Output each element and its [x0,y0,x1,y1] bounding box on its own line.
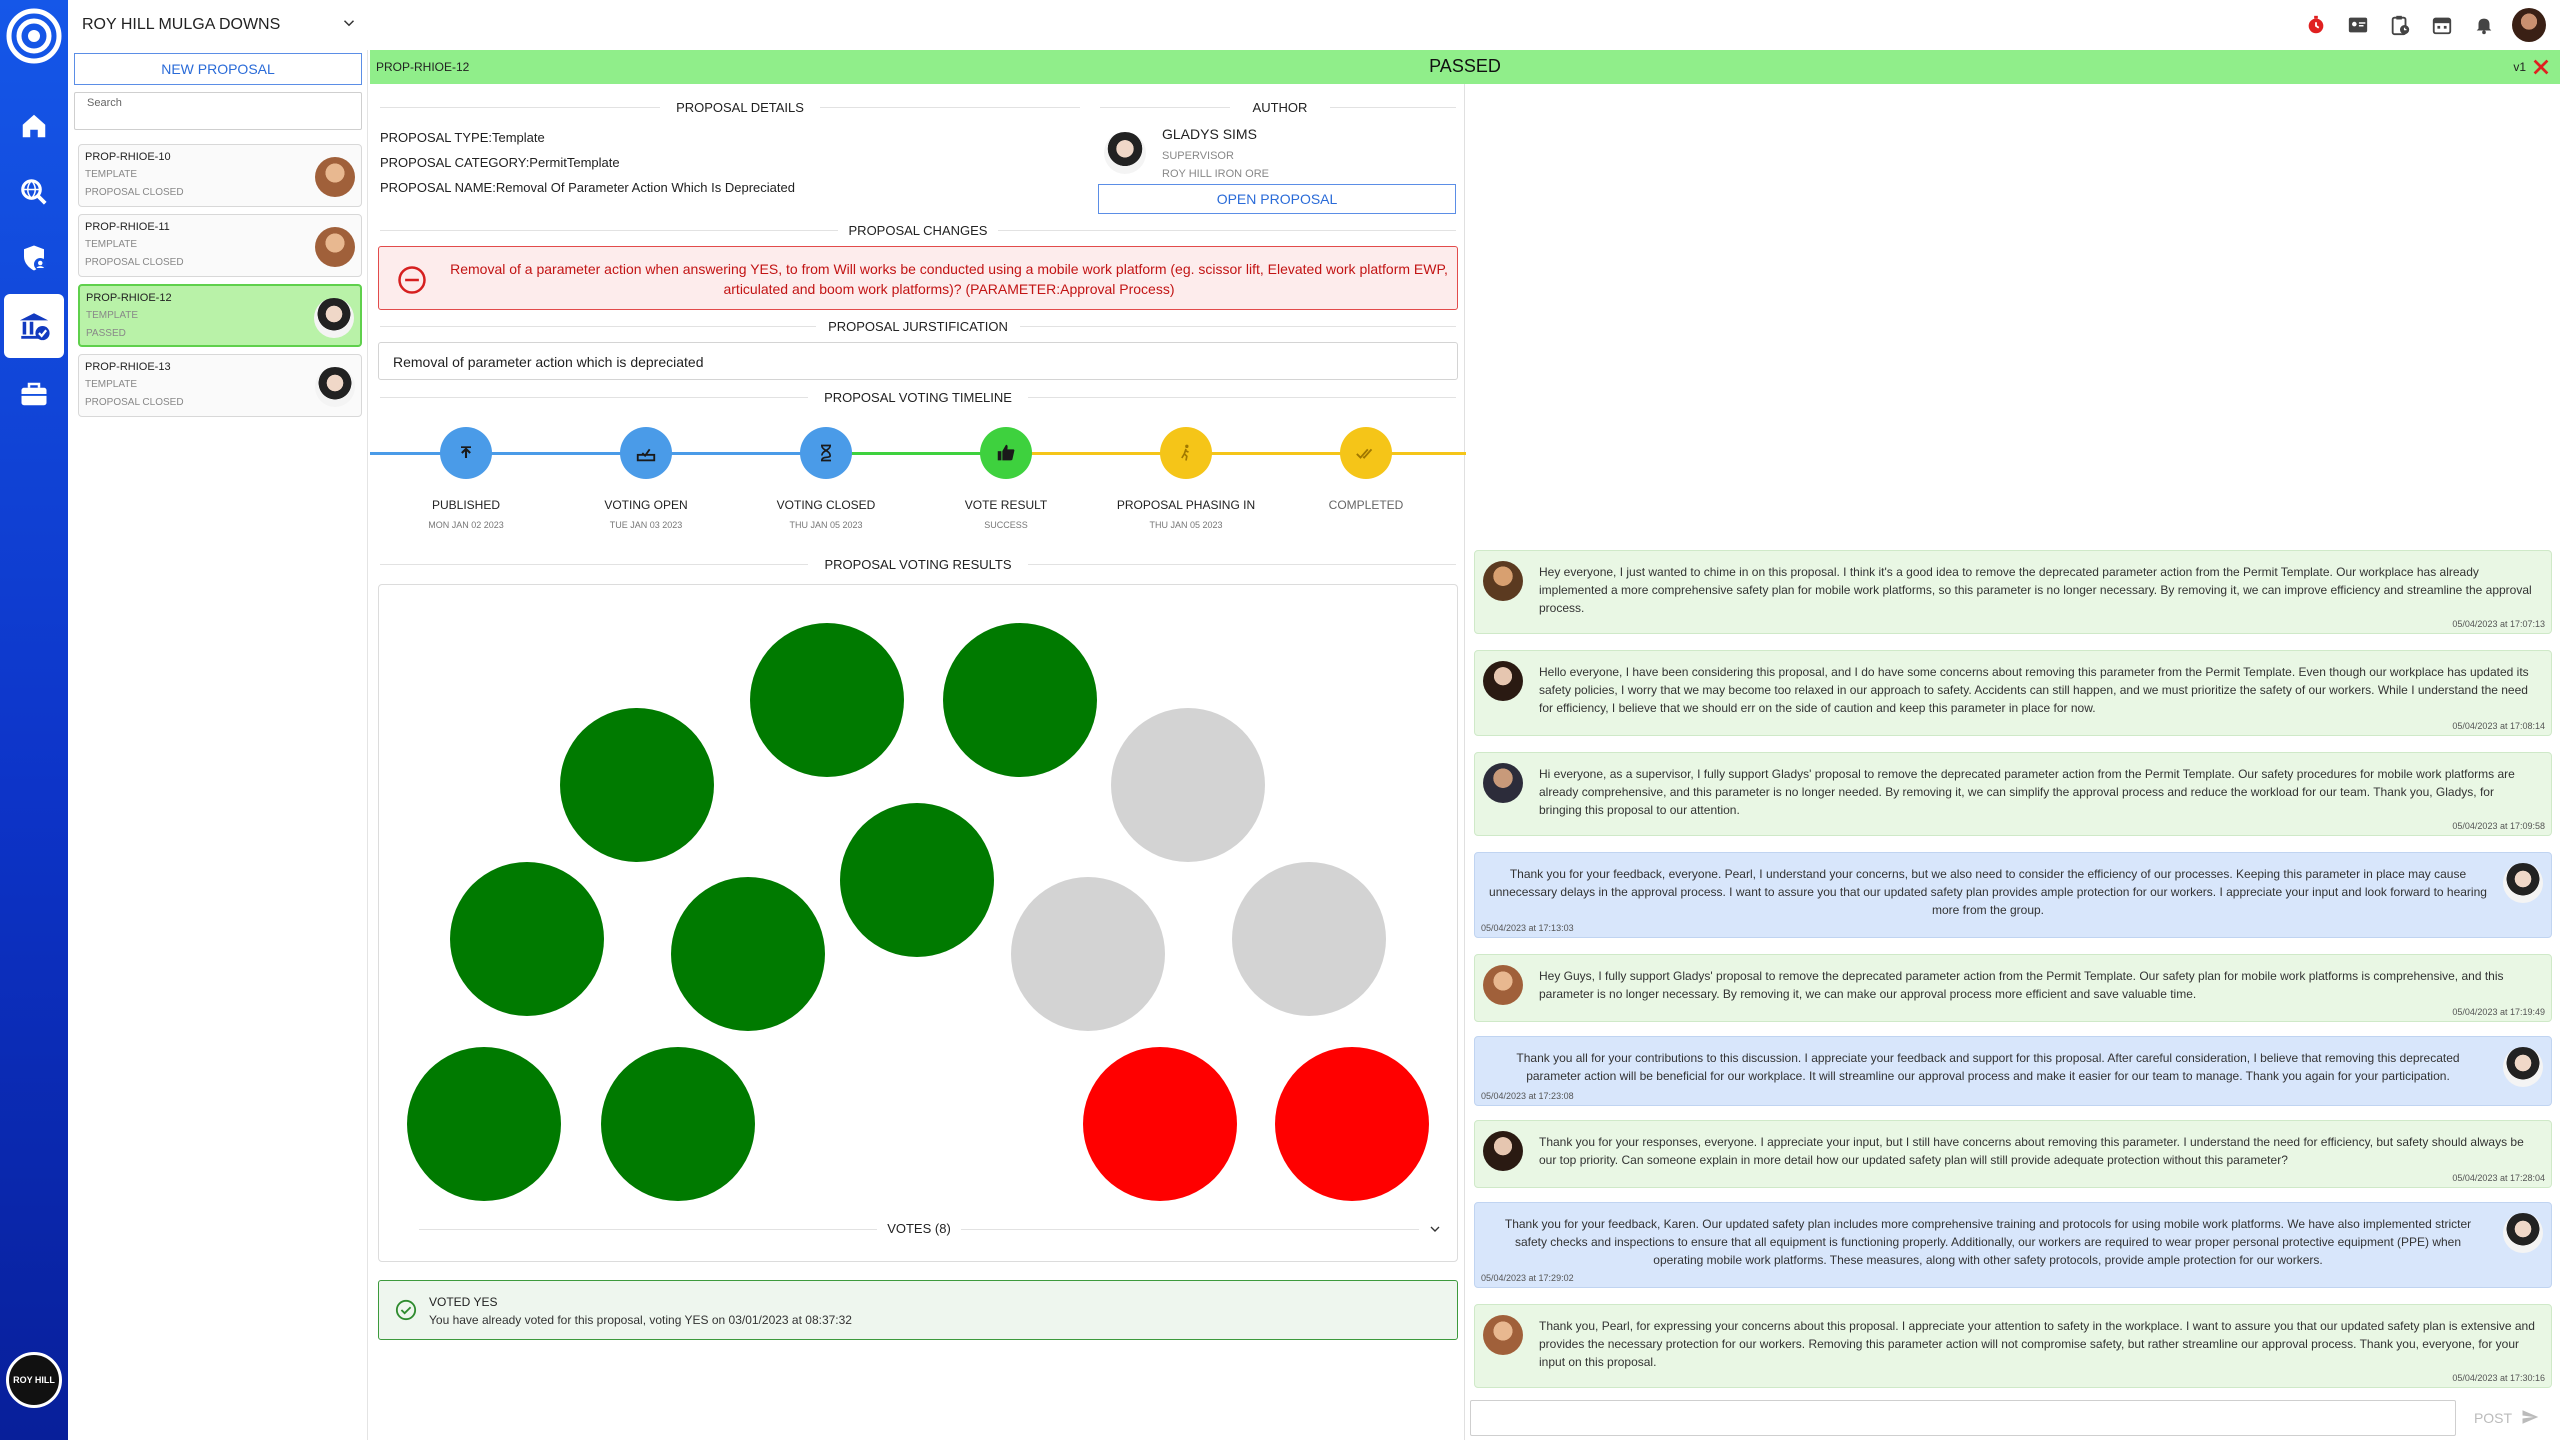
chat-message-text: Hello everyone, I have been considering this proposal, and I do have some concerns about removing this parameter from the Permit Template. Even though our workplace has updated its safety policies, I worry that we may become too relaxed in our approach to safety. Accidents can still happen, and we must prioritize the safety of our workers. While I understand the need for efficiency, I believe that we should err on the side of caution and keep this parameter in place for now. [1539,665,2529,715]
proposal-status: PASSED [86,328,126,339]
chat-message-text: Thank you for your feedback, Karen. Our updated safety plan includes more comprehensive training and protocols for using mobile work platforms. We have also implemented stricter safety checks and inspections to ensure that all equipment is functioning properly. Additionally, our workers are required to wear proper personal protective equipment (PPE) when operating mobile work platforms. These measures, along with other safety protocols, provide ample protection for our workers. [1504,1217,2472,1267]
timeline-step-label: VOTING CLOSED [776,498,876,512]
chat-message-text: Thank you for your responses, everyone. I appreciate your input, but I still have concerns about removing this parameter. I understand the need for efficiency, but safety should always be our top priority. Can someone explain in more detail how our updated safety plan will still provide adequate protection without this parameter? [1539,1135,2524,1167]
chat-message-text: Hey Guys, I fully support Gladys' proposal to remove the deprecated parameter action from the Permit Template. Our safety plan for mobile work platforms is comprehensive, and this parameter is no longer necessary. By removing it, we can make our approval process more efficient and save valuable time. [1539,969,2504,1001]
section-title-timeline: PROPOSAL VOTING TIMELINE [808,390,1028,405]
proposal-type-line: PROPOSAL TYPE:Template [380,130,545,145]
proposal-id: PROP-RHIOE-10 [85,151,171,163]
timeline-step-label: COMPLETED [1328,498,1404,512]
justification-box [378,342,1458,380]
thumbs-up-icon [980,427,1032,479]
proposal-id: PROP-RHIOE-13 [85,361,171,373]
remove-circle-icon [397,265,427,295]
organization-badge-logo: ROY HILL [13,1375,55,1385]
vote-circle-abstain [1011,877,1165,1031]
avatar [2503,1047,2543,1087]
chat-message-time: 05/04/2023 at 17:29:02 [1481,1273,1574,1283]
proposal-list-item-selected[interactable] [78,284,362,347]
votes-count-toggle[interactable] [379,1221,1459,1236]
double-check-icon [1340,427,1392,479]
chat-message-input[interactable] [1470,1400,2456,1436]
proposal-list-panel [68,50,368,1440]
chat-message [1474,954,2552,1022]
proposal-status-title: PASSED [1429,56,1501,76]
chat-message [1474,1036,2552,1106]
section-title-changes: PROPOSAL CHANGES [838,223,998,238]
chat-message-time: 05/04/2023 at 17:30:16 [2452,1373,2545,1383]
timeline-step-date: MON JAN 02 2023 [428,520,504,530]
avatar [1483,1315,1523,1355]
proposal-status: PROPOSAL CLOSED [85,397,184,408]
timeline-segment [1006,452,1466,455]
timeline-step-date: SUCCESS [984,520,1028,530]
chat-message-text: Hey everyone, I just wanted to chime in on this proposal. I think it's a good idea to remove the deprecated parameter action from the Permit Template. Our workplace has already implemented a more comprehensive safety plan for mobile work platforms, so this parameter is no longer necessary. By removing it, we can improve efficiency and streamline the approval process. [1539,565,2532,615]
chat-message [1474,852,2552,938]
chat-message-text: Thank you all for your contributions to this discussion. I appreciate your feedback and support for this proposal. After careful consideration, I believe that removing this deprecated parameter action will be beneficial for our workplace. It will streamline our approval process and make it easier for our team to manage. Thank you again for your participation. [1516,1051,2460,1083]
section-title-details: PROPOSAL DETAILS [660,100,820,115]
chat-message-time: 05/04/2023 at 17:07:13 [2452,619,2545,629]
avatar [1483,561,1523,601]
proposal-category-line: PROPOSAL CATEGORY:PermitTemplate [380,155,620,170]
discussion-panel [1466,84,2560,1440]
author-org: ROY HILL IRON ORE [1162,168,1269,180]
shield-user-icon[interactable] [0,226,68,290]
site-selector-label[interactable]: ROY HILL MULGA DOWNS [82,16,281,33]
voted-title: VOTED YES [429,1295,498,1309]
send-icon [2520,1408,2540,1429]
chat-message-time: 05/04/2023 at 17:28:04 [2452,1173,2545,1183]
vote-circle-no [1275,1047,1429,1201]
app-logo-icon[interactable] [6,8,62,64]
alarm-clock-icon[interactable] [2302,11,2330,39]
proposal-status: PROPOSAL CLOSED [85,187,184,198]
timeline-step-date: TUE JAN 03 2023 [609,520,683,530]
proposal-list-item[interactable] [78,144,362,207]
proposal-type: TEMPLATE [85,169,138,180]
proposal-name-line: PROPOSAL NAME:Removal Of Parameter Action Which Is Depreciated [380,180,795,195]
vote-circle-yes [750,623,904,777]
vote-circle-yes [407,1047,561,1201]
chat-message [1474,1304,2552,1388]
proposal-id: PROP-RHIOE-11 [85,221,170,233]
home-icon[interactable] [0,94,68,158]
search-globe-icon[interactable] [0,160,68,224]
vote-circle-yes [840,803,994,957]
section-title-author: AUTHOR [1230,100,1330,115]
chat-message-time: 05/04/2023 at 17:19:49 [2452,1007,2545,1017]
top-actions [2302,8,2546,42]
proposal-change-text: Removal of a parameter action when answering YES, to from Will works be conducted using a mobile work platform (eg. scissor lift, Elevated work platform EWP, articulated and boom work platforms)? (PARAMETER:Approval Process) [450,261,1448,297]
ballot-icon [620,427,672,479]
chat-message [1474,550,2552,634]
timeline-step-label: PROPOSAL PHASING IN [1116,498,1256,512]
chat-message-text: Thank you for your feedback, everyone. Pearl, I understand your concerns, but we also need to consider the efficiency of our processes. Keeping this parameter in place may cause unnecessary delays in the approval process. I want to assure you that our updated safety plan provides ample protection for our workers. I appreciate your input and look forward to hearing more from the group. [1489,867,2487,917]
timeline-step-date: THU JAN 05 2023 [1149,520,1223,530]
avatar [1483,763,1523,803]
organization-badge[interactable] [6,1352,62,1408]
proposal-type: TEMPLATE [85,379,138,390]
post-button[interactable] [2462,1402,2552,1434]
voting-results-box [378,584,1458,1262]
chat-message-time: 05/04/2023 at 17:09:58 [2452,821,2545,831]
user-avatar[interactable] [2512,8,2546,42]
author-name: GLADYS SIMS [1162,126,1257,142]
voted-banner [378,1280,1458,1340]
check-circle-icon [395,1299,417,1321]
nav-rail [0,0,68,1440]
author-role: SUPERVISOR [1162,150,1234,162]
walk-icon [1160,427,1212,479]
proposal-list-item[interactable] [78,214,362,277]
bell-icon[interactable] [2470,11,2498,39]
chat-message-time: 05/04/2023 at 17:23:08 [1481,1091,1574,1101]
justification-text: Removal of parameter action which is depreciated [393,354,704,370]
chat-message [1474,1202,2552,1288]
avatar [315,157,355,197]
section-title-results: PROPOSAL VOTING RESULTS [808,557,1028,572]
proposal-type: TEMPLATE [86,310,139,321]
clipboard-clock-icon[interactable] [2386,11,2414,39]
vote-circle-abstain [1232,862,1386,1016]
voted-text: You have already voted for this proposal, voting YES on 03/01/2023 at 08:37:32 [429,1313,852,1327]
avatar [1483,965,1523,1005]
chat-message [1474,650,2552,736]
briefcase-icon[interactable] [0,362,68,426]
avatar [315,227,355,267]
search-label: Search [87,97,122,109]
timeline-step-label: PUBLISHED [431,498,501,512]
vote-circle-no [1083,1047,1237,1201]
chat-message-text: Hi everyone, as a supervisor, I fully support Gladys' proposal to remove the deprecated parameter action from the Permit Template. Our safety procedures for mobile work platforms are already comprehensive, and this parameter is no longer needed. By removing it, we can simplify the approval process and reduce the workload for our team. Thank you, Gladys, for bringing this proposal to our attention. [1539,767,2515,817]
vote-circle-yes [450,862,604,1016]
post-button-label: POST [2473,1410,2513,1426]
proposal-status: PROPOSAL CLOSED [85,257,184,268]
proposal-header [370,50,2560,84]
timeline-step-label: VOTE RESULT [964,498,1048,512]
vote-circle-yes [601,1047,755,1201]
new-proposal-button[interactable]: NEW PROPOSAL [74,53,362,85]
author-avatar [1104,132,1146,174]
section-title-justification: PROPOSAL JURSTIFICATION [816,319,1020,334]
search-input[interactable] [74,92,362,130]
proposal-id-label: PROP-RHIOE-12 [376,60,470,74]
calendar-icon[interactable] [2428,11,2456,39]
hourglass-icon [800,427,852,479]
governance-icon[interactable] [4,294,64,358]
avatar [2503,1213,2543,1253]
open-proposal-button[interactable]: OPEN PROPOSAL [1098,184,1456,214]
vote-circle-abstain [1111,708,1265,862]
chevron-down-icon[interactable] [340,14,358,37]
chat-message [1474,1120,2552,1188]
vote-circle-yes [560,708,714,862]
id-card-icon[interactable] [2344,11,2372,39]
avatar [315,367,355,407]
proposal-list-item[interactable] [78,354,362,417]
avatar [2503,863,2543,903]
avatar [314,298,354,338]
timeline-step-date: THU JAN 05 2023 [789,520,863,530]
chat-message-time: 05/04/2023 at 17:08:14 [2452,721,2545,731]
avatar [1483,661,1523,701]
proposal-type: TEMPLATE [85,239,138,250]
chat-message-time: 05/04/2023 at 17:13:03 [1481,923,1574,933]
close-icon[interactable] [2530,56,2552,78]
upload-icon [440,427,492,479]
proposal-detail-panel [370,84,1465,1440]
vote-circle-yes [671,877,825,1031]
proposal-id: PROP-RHIOE-12 [86,292,172,304]
avatar [1483,1131,1523,1171]
vote-circle-yes [943,623,1097,777]
chat-message [1474,752,2552,836]
votes-count-label: VOTES (8) [877,1221,961,1236]
timeline-step-label: VOTING OPEN [604,498,688,512]
top-bar [68,0,2560,50]
proposal-change-item [378,246,1458,310]
chat-message-text: Thank you, Pearl, for expressing your concerns about this proposal. I appreciate your attention to safety in the workplace. I want to assure you that our updated safety plan is extensive and provides the necessary protection for our workers. Removing this parameter action will not compromise safety, but rather streamline our approval process. Thank you, everyone, for your input on this proposal. [1539,1319,2535,1369]
version-label: v1 [2513,60,2526,74]
chevron-down-icon[interactable] [1427,1221,1443,1242]
